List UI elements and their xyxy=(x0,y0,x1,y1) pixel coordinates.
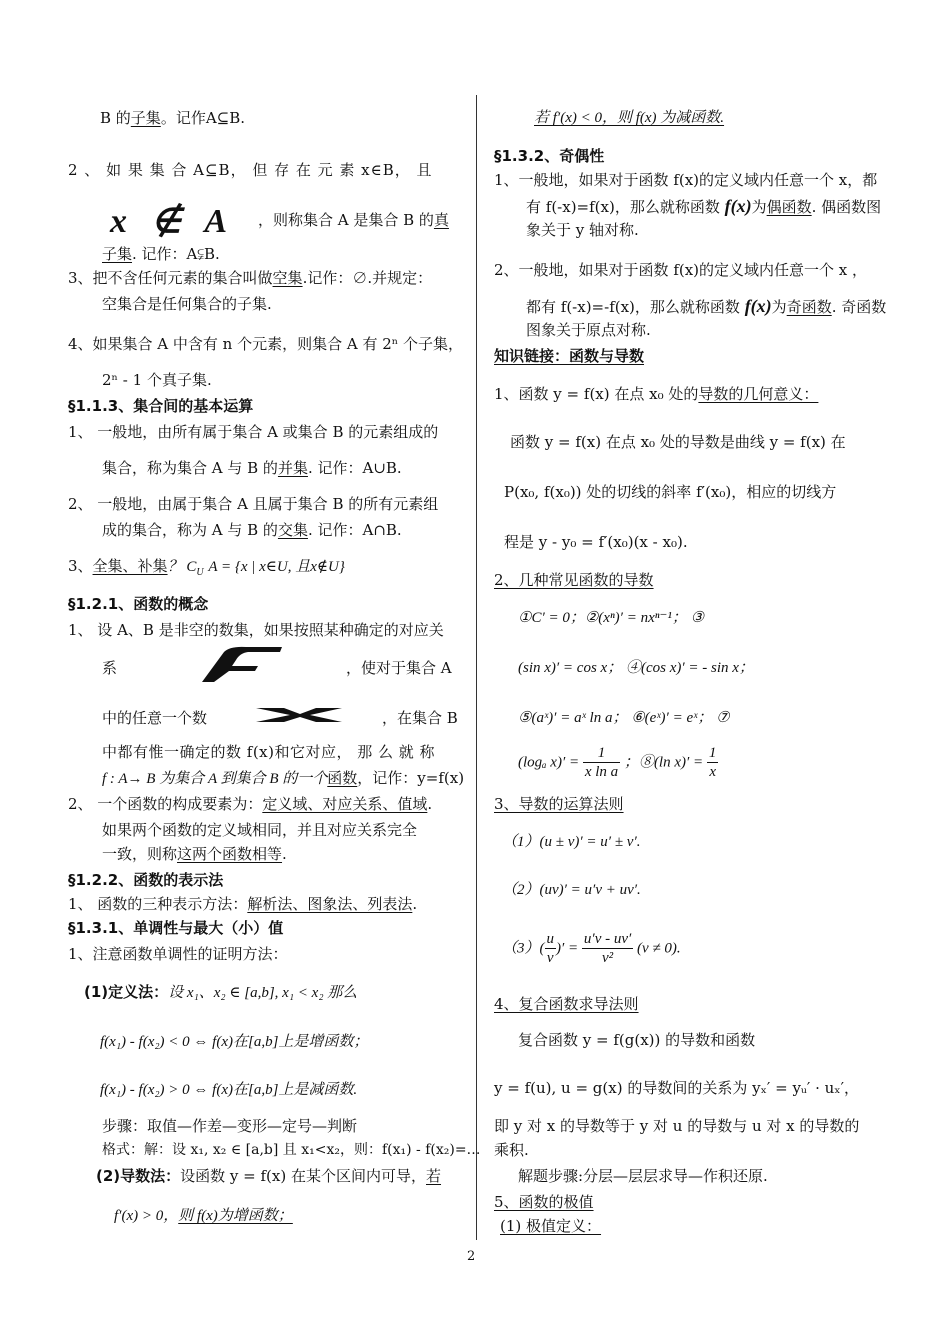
common-derivatives-heading: 2、几种常见函数的导数 xyxy=(494,571,654,589)
quotient-rule: （3）( $\frac{u}{v}$ )′ = $\frac{u'v - uv'}{\text{v²}}$ (v ≠ 0). xyxy=(502,931,681,966)
function-definition-3a: 中的任意一个数 xyxy=(102,709,208,727)
derivative-meaning: 1、函数 y = f(x) 在点 x₀ 处的导数的几何意义： xyxy=(494,385,819,403)
derivative-formulas-4: (logₐ x)′ = $\frac{1}{\text{x ln a}}$ ；⑧(ln x)′ = $\frac{1}{x}$ xyxy=(518,745,717,780)
section-heading-1-3-1: §1.3.1、单调性与最大（小）值 xyxy=(68,919,284,937)
chain-rule-4: 乘积. xyxy=(494,1141,529,1159)
extrema-definition: (1) 极值定义： xyxy=(500,1217,602,1235)
function-definition-3b: ，在集合 B xyxy=(382,709,458,727)
derivative-meaning-1: 函数 y = f(x) 在点 x₀ 处的导数是曲线 y = f(x) 在 xyxy=(510,433,846,451)
function-definition-2a: 系 xyxy=(102,659,118,677)
section-heading-1-2-2: §1.2.2、函数的表示法 xyxy=(68,871,224,889)
empty-set-rule: 空集合是任何集合的子集. xyxy=(102,295,272,313)
derivative-increasing: f′(x) > 0，则 f(x)为增函数； xyxy=(114,1208,293,1224)
proper-subset-count: 2ⁿ - 1 个真子集. xyxy=(102,371,212,389)
representation-methods: 1、 函数的三种表示方法：解析法、图象法、列表法. xyxy=(68,895,418,913)
definition-method: (1)定义法：设 x₁、x₂ ∈ [a,b], x₁ < x₂ 那么 xyxy=(84,983,358,1001)
chain-rule-3: 即 y 对 x 的导数等于 y 对 u 的导数与 u 对 x 的导数的 xyxy=(494,1117,860,1135)
derivative-meaning-2: P(x₀, f(x₀)) 处的切线的斜率 f′(x₀)，相应的切线方 xyxy=(504,483,837,501)
proof-steps: 步骤：取值—作差—变形—定号—判断 xyxy=(102,1117,358,1135)
derivative-formulas-1: ①C′ = 0；②(xⁿ)′ = nxⁿ⁻¹； ③ xyxy=(518,610,705,626)
product-rule: （2）(uv)′ = u′v + uv′. xyxy=(502,882,641,898)
column-divider xyxy=(476,95,477,1240)
decreasing-condition: f(x₁) - f(x₂) > 0 ⇔ f(x)在[a,b]上是减函数. xyxy=(100,1082,358,1098)
big-f-glyph xyxy=(196,646,286,684)
function-definition-1: 1、 设 A、B 是非空的数集，如果按照某种确定的对应关 xyxy=(68,621,444,639)
intersection-definition: 2、 一般地，由属于集合 A 且属于集合 B 的所有元素组 xyxy=(68,495,439,513)
monotonicity-intro: 1、注意函数单调性的证明方法： xyxy=(68,945,288,963)
subset-definition-end: B 的子集。记作A⊆B. xyxy=(100,109,246,127)
subset-count: 4、如果集合 A 中含有 n 个元素，则集合 A 有 2ⁿ 个子集， xyxy=(68,335,464,353)
big-x-glyph xyxy=(254,706,344,724)
even-function-1: 1、一般地，如果对于函数 f(x)的定义域内任意一个 x，都 xyxy=(494,171,878,189)
page-number: 2 xyxy=(467,1249,476,1264)
chain-rule-1: 复合函数 y = f(g(x)) 的导数和函数 xyxy=(518,1031,756,1049)
odd-function-1: 2、一般地，如果对于函数 f(x)的定义域内任意一个 x ， xyxy=(494,261,868,279)
proper-subset-text: ，则称集合 A 是集合 B 的真 xyxy=(258,211,449,229)
derivative-rules-heading: 3、导数的运算法则 xyxy=(494,795,624,813)
derivative-formulas-2: (sin x)′ = cos x； ④(cos x)′ = - sin x； xyxy=(518,660,754,676)
proper-subset-condition: 2 、 如 果 集 合 A⊆B， 但 存 在 元 素 x∈B， 且 xyxy=(68,161,433,179)
odd-function-2: 都有 f(-x)=-f(x)，那么就称函数 f(x)为奇函数. 奇函数 xyxy=(526,296,887,316)
function-definition-5: f : A→ B 为集合 A 到集合 B 的一个函数，记作：y=f(x) xyxy=(102,769,465,787)
extrema-heading: 5、函数的极值 xyxy=(494,1193,594,1211)
sum-rule: （1）(u ± v)′ = u′ ± v′. xyxy=(502,834,641,850)
derivative-method: (2)导数法：设函数 y = f(x) 在某个区间内可导，若 xyxy=(96,1167,442,1185)
derivative-formulas-3: ⑤(aˣ)′ = aˣ ln a； ⑥(eˣ)′ = eˣ； ⑦ xyxy=(518,710,730,726)
function-definition-2b: ，使对于集合 A xyxy=(346,659,452,677)
complement-definition: 3、全集、补集？ $C_U$ A = {x | x∈U, 且x∉U} xyxy=(68,557,345,578)
solving-steps: 解题步骤:分层—层层求导—作积还原. xyxy=(518,1167,768,1185)
union-notation: 集合，称为集合 A 与 B 的并集. 记作：A∪B. xyxy=(102,459,402,477)
function-definition-4: 中都有惟一确定的数 f(x)和它对应， 那 么 就 称 xyxy=(102,743,436,761)
chain-rule-2: y = f(u), u = g(x) 的导数间的关系为 yₓ′ = yᵤ′ · uₓ′， xyxy=(494,1079,860,1097)
knowledge-link-heading: 知识链接：函数与导数 xyxy=(494,347,645,365)
section-heading-1-3-2: §1.3.2、奇偶性 xyxy=(494,147,605,165)
chain-rule-heading: 4、复合函数求导法则 xyxy=(494,995,639,1013)
section-heading-1-2-1: §1.2.1、函数的概念 xyxy=(68,595,209,613)
intersection-notation: 成的集合，称为 A 与 B 的交集. 记作：A∩B. xyxy=(102,521,402,539)
union-definition: 1、 一般地，由所有属于集合 A 或集合 B 的元素组成的 xyxy=(68,423,439,441)
proof-format: 格式：解：设 x₁, x₂ ∈ [a,b] 且 x₁<x₂，则：f(x₁) - f(x₂)=… xyxy=(102,1142,481,1158)
odd-function-3: 图象关于原点对称. xyxy=(526,321,651,339)
function-equality-1: 如果两个函数的定义域相同，并且对应关系完全 xyxy=(102,821,418,839)
derivative-decreasing: 若 f′(x) < 0，则 f(x) 为减函数. xyxy=(534,110,725,126)
empty-set-definition: 3、把不含任何元素的集合叫做空集.记作：∅.并规定： xyxy=(68,269,433,287)
even-function-2: 有 f(-x)=f(x)，那么就称函数 f(x)为偶函数. 偶函数图 xyxy=(526,196,882,216)
increasing-condition: f(x₁) - f(x₂) < 0 ⇔ f(x)在[a,b]上是增函数； xyxy=(100,1034,369,1050)
function-equality-2: 一致，则称这两个函数相等. xyxy=(102,845,287,863)
tangent-line-equation: 程是 y - y₀ = f′(x₀)(x - x₀). xyxy=(504,533,688,551)
notin-formula: x ∉ A xyxy=(110,203,236,240)
section-heading-1-1-3: §1.1.3、集合间的基本运算 xyxy=(68,397,254,415)
even-function-3: 象关于 y 轴对称. xyxy=(526,221,639,239)
proper-subset-notation: 子集. 记作：A⫋B. xyxy=(102,245,220,263)
function-elements: 2、 一个函数的构成要素为：定义域、对应关系、值域. xyxy=(68,795,433,813)
